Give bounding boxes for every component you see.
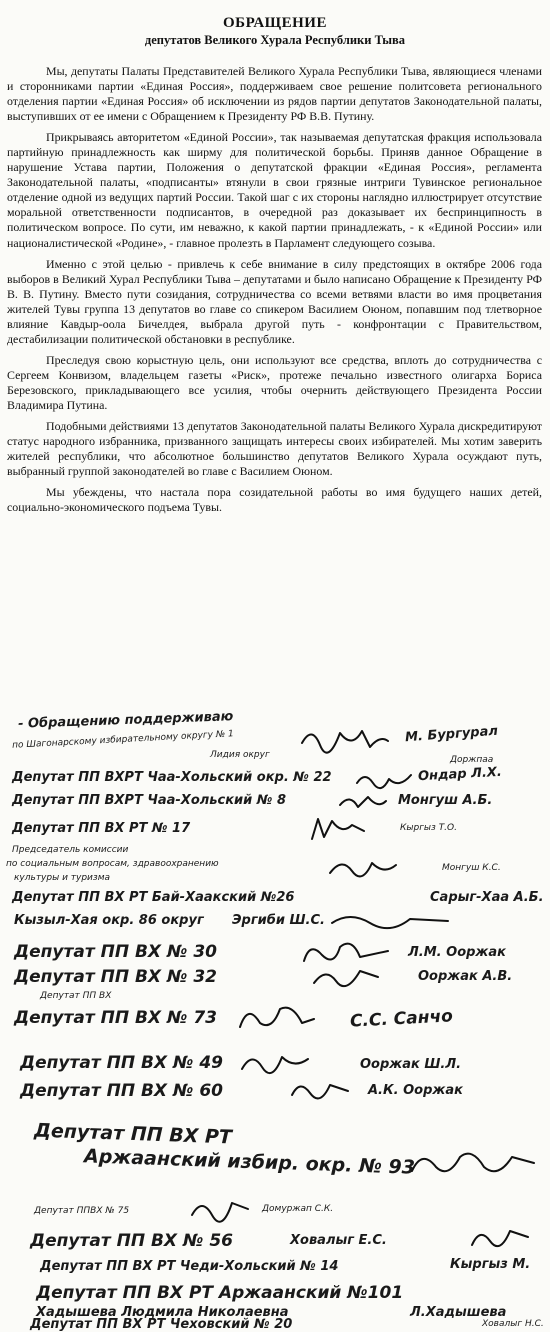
signature-name: Хадышева Людмила Николаевна [36, 1305, 289, 1320]
signature-scribble [290, 1077, 350, 1101]
signature-deputy-line: Депутат ПП ВХ № 30 [14, 942, 217, 962]
paragraph: Преследуя свою корыстную цель, они используют все средства, вплоть до сотрудничества с Сергеем Конвизом, владельцем газеты «Риск», протеже печально известного олигарха Бориса Березовского, прикладывающего все усилия, чтобы очернить действующего Президента России Владимира Путина. [7, 352, 542, 412]
signature-name: Ооржак А.В. [418, 969, 513, 984]
paragraph: Мы, депутаты Палаты Представителей Великого Хурала Республики Тыва, являющиеся членами и сторонниками партии «Единая Россия», поддерживаем свое решение политсовета регионального отделения партии «Единая Россия» об исключении из рядов партии депутатов Законодательной палаты, выступивших от ее имени с Обращением к Президенту РФ В.В. Путину. [7, 64, 542, 124]
signature-deputy-line: Депутат ППВХ № 75 [34, 1206, 130, 1216]
signature-name: А.К. Ооржак [368, 1083, 463, 1098]
signature-name: Л.М. Ооржак [408, 945, 506, 960]
signature-name: Кыргыз М. [450, 1257, 531, 1272]
signature-deputy-line: Депутат ПП ВХ № 49 [20, 1053, 223, 1073]
signatures-block [0, 705, 550, 1331]
signature-name: Ондар Л.Х. [417, 764, 503, 785]
signature-scribble [240, 1049, 310, 1073]
signature-deputy-line: Депутат ПП ВХ РТ № 17 [12, 821, 191, 836]
signature-deputy-line: Депутат ПП ВХРТ Чаа-Хольский окр. № 22 [12, 770, 332, 785]
paragraph: Именно с этой целью - привлечь к себе внимание в силу предстоящих в октябре 2006 года выборов в Великий Хурал Республики Тыва – депутатами и было написано Обращение к Президенту РФ В. В. Путину. Вместо пути созидания, сотрудничества со всеми ветвями власти во имя процветания жителей Тувы группа 13 депутатов во главе со спикером Василием Оюном, попавшим под тлетворное влияние Кавдыр-оола Бичелдея, выбрала другой путь - конфронтации с Правительством, дестабилизации политической обстановки в республике. [7, 256, 542, 346]
signature-name: Сарыг-Хаа А.Б. [430, 890, 544, 905]
signature-deputy-line: Депутат ПП ВХ № 32 [14, 967, 217, 987]
signature-name: Ооржак Ш.Л. [360, 1057, 462, 1072]
signature-scribble [300, 723, 390, 753]
signature-scribble [470, 1225, 530, 1249]
document-subtitle: депутатов Великого Хурала Республики Тыва [144, 33, 406, 47]
document-body [0, 48, 550, 515]
signature-deputy-line: Депутат ПП ВХ РТ [33, 1119, 233, 1149]
document-header [0, 0, 550, 48]
signature-note: культуры и туризма [14, 873, 110, 883]
signature-name: Эргиби Ш.С. [232, 913, 325, 928]
signature-note: Председатель комиссии [12, 845, 129, 855]
signature-note: по Шагонарскому избирательному округу № 1 [11, 729, 235, 751]
signature-note: - Обращению поддерживаю [17, 709, 234, 732]
signature-scribble [338, 793, 388, 813]
paragraph: Мы убеждены, что настала пора созидательной работы во имя будущего наших детей, социально-экономического подъема Тувы. [7, 485, 542, 515]
paragraph: Подобными действиями 13 депутатов Законодательной палаты Великого Хурала дискредитируют статус народного избранника, призванного защищать интересы своих избирателей. Мы хотим заверить жителей республики, что абсолютное большинство депутатов Великого Хурала осуждают путь, выбранный группой законодателей во главе с Василием Оюном. [7, 419, 542, 479]
signature-deputy-line: Кызыл-Хая окр. 86 округ [14, 913, 204, 928]
signature-deputy-line: Депутат ПП ВХРТ Чаа-Хольский № 8 [12, 793, 286, 808]
signature-name: Доржпаа [450, 755, 494, 765]
signature-scribble [328, 855, 398, 879]
signature-name: С.С. Санчо [349, 1006, 454, 1032]
signature-deputy-line: Депутат ПП ВХ № 60 [20, 1081, 223, 1101]
signature-scribble [308, 815, 368, 843]
signature-deputy-line: Депутат ПП ВХ № 73 [14, 1008, 217, 1028]
signature-name: Л.Хадышева [410, 1305, 507, 1320]
signature-deputy-line: Депутат ПП ВХ РТ Бай-Хаакский №26 [12, 890, 295, 905]
signature-scribble [330, 911, 450, 929]
signature-deputy-line: Депутат ПП ВХ [40, 991, 112, 1001]
signature-name: М. Бургурал [404, 723, 499, 746]
signature-name: Ховалыг Е.С. [290, 1233, 387, 1248]
signature-deputy-line: Депутат ПП ВХ РТ Чеди-Хольский № 14 [40, 1259, 339, 1274]
signature-scribble [236, 1001, 316, 1031]
signature-name: Домуржап С.К. [262, 1204, 334, 1214]
signature-name: Монгуш А.Б. [398, 793, 493, 808]
signature-scribble [312, 963, 382, 989]
signature-note: Лидия округ [210, 750, 270, 760]
signature-scribble [190, 1197, 250, 1221]
signature-deputy-line: Депутат ПП ВХ № 56 [30, 1231, 233, 1251]
signature-scribble [408, 1145, 538, 1179]
signature-scribble [355, 769, 415, 791]
signature-deputy-line: Аржаанский избир. окр. № 93 [83, 1145, 416, 1179]
signature-name: Ховалыг Н.С. [482, 1319, 544, 1329]
signature-name: Кыргыз Т.О. [400, 823, 457, 833]
document-title: ОБРАЩЕНИЕ [223, 15, 327, 31]
signature-deputy-line: Депутат ПП ВХ РТ Аржаанский №101 [36, 1283, 404, 1303]
signature-note: по социальным вопросам, здравоохранению [6, 859, 219, 869]
signature-name: Монгуш К.С. [442, 863, 501, 873]
signature-deputy-line: Депутат ПП ВХ РТ Чеховский № 20 [30, 1317, 293, 1332]
paragraph: Прикрываясь авторитетом «Единой России», так называемая депутатская фракция использовала партийную принадлежность как ширму для политической борьбы. Приняв данное Обращение в нарушение Устава партии, Положения о депутатской фракции «Единая Россия», регламента Законодательной палаты, «подписанты» втянули в свои грязные интриги Тувинское региональное отделение одной из ведущих партий России. Такой шаг с их стороны наглядно иллюстрирует отсутствие моральной ответственности подписантов, в очередной раз доказывает их беспринципность в политическом вопросе. По сути, им неважно, к какой партии принадлежать, - к «Единой России» или националистической «Родине», - главное пролезть в Парламент следующего созыва. [7, 130, 542, 250]
